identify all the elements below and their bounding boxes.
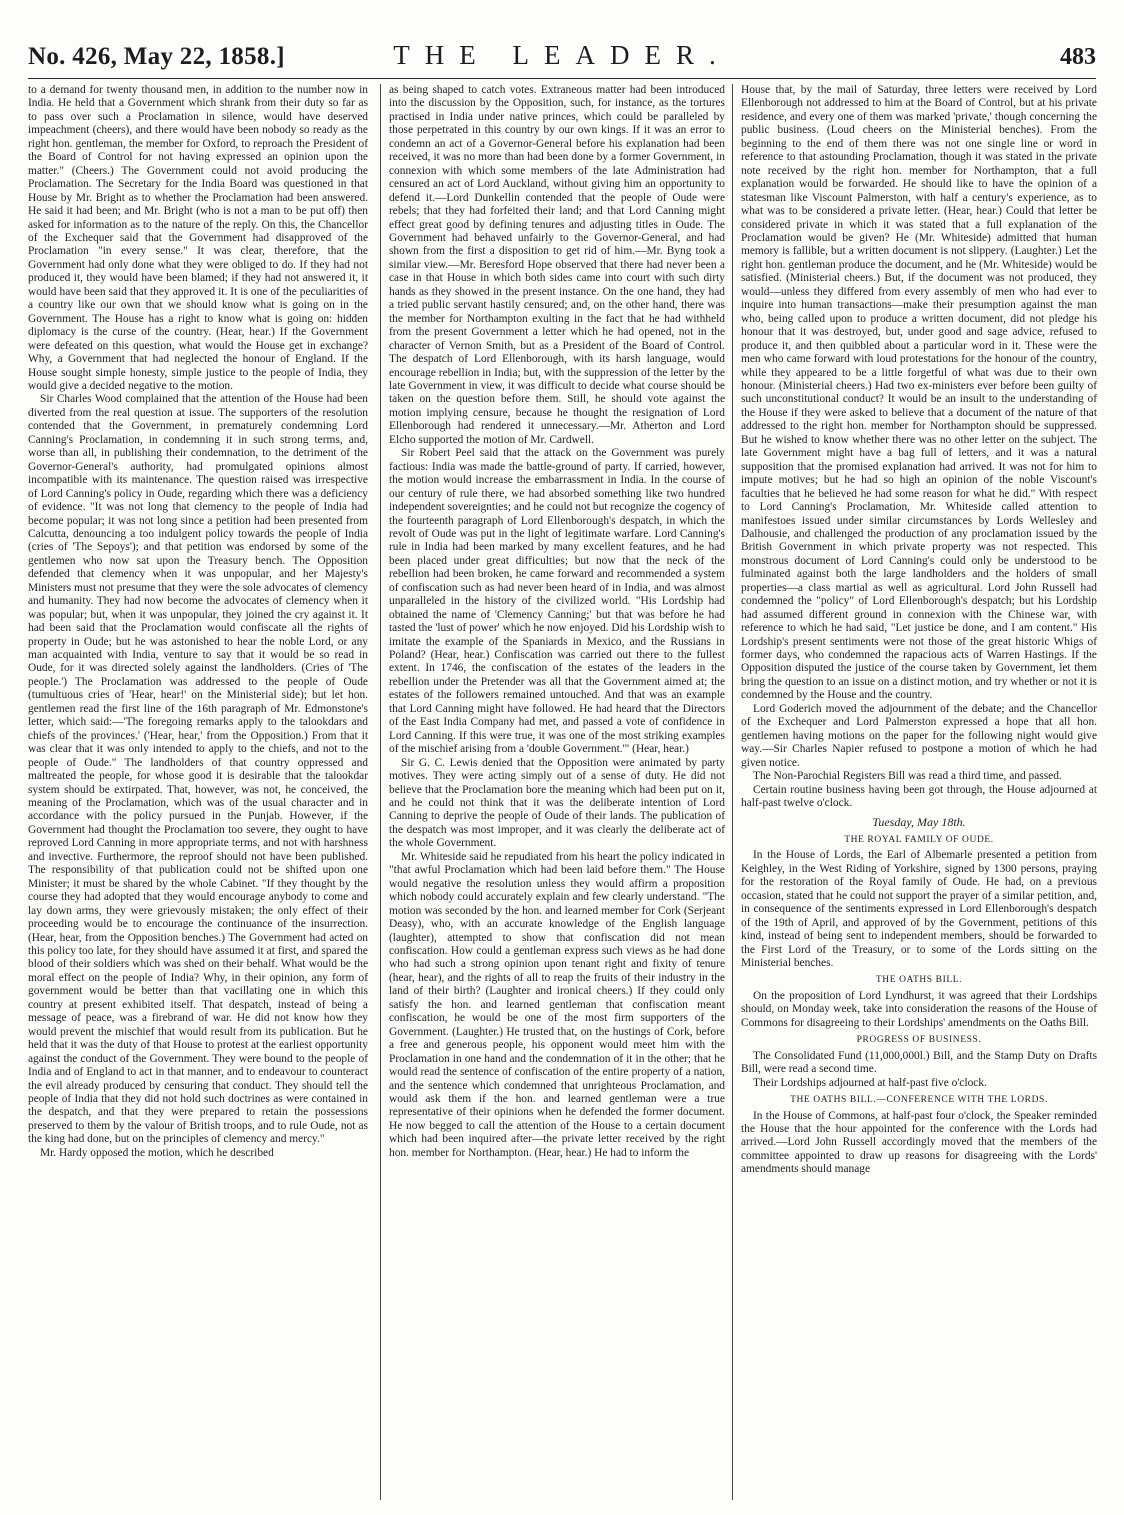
paragraph: House that, by the mail of Saturday, three letters were received by Lord Ellenborough not addressed to him at the Board of Control, but at his private residence, and every one of them was marked 'private,' though concerning the public business. (Loud cheers on the Ministerial benches). From the beginning to the end of them there was not one single line or word in reference to that astounding Proclamation, though it was stated in the private note received by the right hon. member for Northampton, that a full explanation would be forwarded. He should like to have the opinion of a statesman like Viscount Palmerston, with half a century's experience, as to what was to be considered a private letter. (Hear, hear.) Could that letter be considered private in which it was stated that a full explanation of the Proclamation would be given? He (Mr. Whiteside) admitted that human memory is fallible, but a written document is not slippery. (Laughter.) Let the right hon. gentleman produce the document, and he (Mr. Whiteside) would be satisfied. (Ministerial cheers.) But, if the document was not produced, they would—unless they differed from every assembly of men who had ever to inquire into human transactions—make their presumption against the man who, being called upon to produce a written document, did not pledge his honour that it was destroyed, but, under good and sage advice, refused to produce it, and then quibbled about a particular word in it. These were the men who came forward with loud protestations for the honour of the country, while they appeared to be a little forgetful of what was due to their own honour. (Ministerial cheers.) Had two ex-ministers ever before been guilty of such unconstitutional conduct? It would be an insult to the understanding of the House if they were asked to believe that a document of the nature of that addressed to the right hon. member for Northampton should be suppressed. But he wished to know whether there was no other letter on the subject. The late Government might have a bag full of letters, and it was a natural supposition that the promised explanation had arrived. It was not for him to impute motives; but he had so high an opinion of the noble Viscount's faculties that he believed he had some reason for what he did." With respect to Lord Canning's Proclamation, Mr. Whiteside called attention to manifestoes issued under similar circumstances by Lords Wellesley and Dalhousie, and challenged the production of any proclamation issued by the British Government in which private property was not respected. This monstrous document of Lord Canning's could only be understood to be fulminated against both the large landholders and the holders of small properties—a class martial as well as agricultural. Lord John Russell had condemned the "policy" of Lord Ellenborough's despatch; but his Lordship had assumed different ground in connexion with the Chinese war, with reference to which he had said, "Let justice be done, and I am content." His Lordship's present sentiments were not those of the great historic Whigs of former days, who condemned the rapacious acts of Warren Hastings. If the Opposition disputed the justice of the course taken by Government, let them bring the question to an issue on a distinct motion, and try whether or not it is condemned by the House and the country. bbox=[741, 84, 1097, 702]
paragraph: Their Lordships adjourned at half-past five o'clock. bbox=[753, 1076, 987, 1089]
section-heading: THE OATHS BILL. bbox=[875, 975, 963, 986]
column-3 bbox=[732, 84, 1097, 1500]
paragraph: In the House of Lords, the Earl of Albemarle presented a petition from Keighley, in the West Riding of Yorkshire, signed by 1300 persons, praying for the restoration of the Royal family of Oude. He had, on a previous occasion, stated that he could not support the prayer of a similar petition, and, in consequence of the sentiments expressed in Lord Ellenborough's despatch of the 19th of April, and approved of by the Government, petitions of this kind, instead of being sent to independent members, should be forwarded to the First Lord of the Treasury, or to some of the Lords sitting on the Ministerial benches. bbox=[741, 849, 1097, 969]
newspaper-title: THE LEADER. bbox=[393, 40, 731, 70]
section-heading: THE ROYAL FAMILY OF OUDE. bbox=[844, 834, 994, 845]
issue-info: No. 426, May 22, 1858.] bbox=[28, 43, 285, 70]
page-number: 483 bbox=[1060, 44, 1096, 70]
paragraph: Mr. Hardy opposed the motion, which he described bbox=[40, 1146, 274, 1159]
section-heading: PROGRESS OF BUSINESS. bbox=[856, 1035, 982, 1046]
paragraph: Sir Robert Peel said that the attack on the Government was purely factious: India was made the battle-ground of party. If carried, however, the motion would increase the embarrassment in India. In the course of our century of rule there, we had absorbed something like two hundred independent sovereignties; and he could not but recognize the cogency of the fourteenth paragraph of Lord Ellenborough's despatch, in which the revolt of Oude was put in the light of legitimate warfare. Lord Canning's rule in India had been marked by many excellent features, and he had been placed under great difficulties; but now that the neck of the rebellion had been broken, he came forward and recommended a system of confiscation such as had never been heard of in India, and was almost unparalleled in the history of the civilized world. "His Lordship had obtained the name of 'Clemency Canning;' but that was before he had tasted the 'lust of power' which he now enjoyed. Did his Lordship wish to imitate the example of the Spaniards in Mexico, and the Russians in Poland? (Hear, hear.) Confiscation was carried out there to the fullest extent. In 1746, the confiscation of the estates of the leaders in the rebellion under the Pretender was all that the Government aimed at; the estates of the followers remained untouched. And that was an example that Lord Canning might have followed. He had heard that the Directors of the East India Company had met, and passed a vote of confidence in Lord Canning. If this were true, it was one of the most striking examples of the mischief arising from a 'double Government.'" (Hear, hear.) bbox=[389, 447, 725, 756]
paragraph: Mr. Whiteside said he repudiated from his heart the policy indicated in "that awful Proclamation which had been laid before them." The House would negative the resolution unless they would affirm a proposition which nobody could accurately explain and few clearly understand. "The motion was seconded by the hon. and learned member for Cork (Serjeant Deasy), who, with an accurate knowledge of the English language (laughter), attempted to show that confiscation did not mean confiscation. How could a gentleman express such views as he had done who had such a strong opinion upon tenant right and fixity of tenure (hear, hear), and the rights of all to reap the fruits of their industry in the land of their birth? (Laughter and ironical cheers.) If they could only satisfy the hon. and learned gentleman that confiscation meant confiscation, he would be one of the most firm supporters of the Government. (Laughter.) He trusted that, on the hustings of Cork, before a free and generous people, his opponent would meet him with the Proclamation in one hand and the condemnation of it in the other; that he would read the sentence of confiscation of the entire property of a nation, and the sentence which condemned that unrighteous Proclamation, and would ask them if the hon. and learned gentleman were a true representative of their opinions when he defended the former document. He now begged to call the attention of the House to a certain document which had been inquired after—the private letter received by the right hon. member for Northampton. (Hear, hear.) He had to inform the bbox=[389, 850, 725, 1159]
column-2 bbox=[380, 84, 725, 1500]
paragraph: as being shaped to catch votes. Extraneous matter had been introduced into the discussion by the Opposition, such, for instance, as the tortures practised in India under native princes, which could be paralleled by those perpetrated in this country by our own kings. If it was an error to condemn an act of a Governor-General before his explanation had been received, it was no more than had been done by a former Government, in connexion with which some members of the late Administration had censured an act of Lord Auckland, without giving him an opportunity to defend it.—Lord Dunkellin contended that the people of Oude were rebels; that they had forfeited their land; and that Lord Canning might effect great good by defining tenures and adjusting titles in Oude. The Government had behaved unfairly to the Governor-General, and had shown from the first a disposition to get rid of him.—Mr. Byng took a similar view.—Mr. Beresford Hope observed that there had never been a case in that House in which both sides came into court with such dirty hands as they showed in the present instance. On the one hand, they had a tried public servant hastily censured; and, on the other hand, there was the member for Northampton exulting in the fact that he had withheld from the present Government a letter which he had opened, not in the character of Vernon Smith, but as a President of the Board of Control. The despatch of Lord Ellenborough, with its harsh language, would encourage rebellion in India; but, with the suppression of the letter by the late Government in view, it was difficult to decide what course should be taken on the question before them. Still, he should vote against the motion implying censure, because he thought the resignation of Lord Ellenborough had rendered it unnecessary.—Mr. Atherton and Lord Elcho supported the motion of Mr. Cardwell. bbox=[389, 84, 725, 446]
paragraph: The Consolidated Fund (11,000,000l.) Bill, and the Stamp Duty on Drafts Bill, were read a second time. bbox=[741, 1049, 1097, 1076]
paragraph: In the House of Commons, at half-past four o'clock, the Speaker reminded the House that the hour appointed for the conference with the Lords had arrived.—Lord John Russell accordingly moved that the members of the committee appointed to draw up reasons for disagreeing with the Lords' amendments should manage bbox=[741, 1109, 1097, 1176]
paragraph: Lord Goderich moved the adjournment of the debate; and the Chancellor of the Exchequer and Lord Palmerston expressed a hope that all hon. gentlemen having motions on the paper for the following night would give way.—Sir Charles Napier refused to postpone a motion of which he had given notice. bbox=[741, 702, 1097, 769]
text-columns bbox=[28, 84, 1096, 1500]
paragraph: The Non-Parochial Registers Bill was read a third time, and passed. bbox=[753, 770, 1062, 783]
section-heading: THE OATHS BILL.—CONFERENCE WITH THE LORDS. bbox=[790, 1095, 1048, 1106]
paragraph: Certain routine business having been got through, the House adjourned at half-past twelve o'clock. bbox=[741, 783, 1097, 810]
paragraph: Sir G. C. Lewis denied that the Opposition were animated by party motives. They were acting simply out of a sense of duty. He did not believe that the Proclamation bore the meaning which had been put on it, and he could not think that it was the deliberate intention of Lord Canning to deprive the people of Oude of their lands. The publication of the despatch was most improper, and it was clearly the deliberate act of the whole Government. bbox=[389, 756, 725, 850]
paragraph: Sir Charles Wood complained that the attention of the House had been diverted from the real question at issue. The supporters of the resolution contended that the Government, in prematurely condemning Lord Canning's Proclamation, in condemning it in such strong terms, and, worse than all, in publishing their condemnation, to the detriment of the Governor-General's authority, had promulgated opinions almost incompatible with its maintenance. The question raised was irrespective of Lord Canning's policy in Oude, regarding which there was a deficiency of evidence. "It was not long that clemency to the people of India had become popular; it was not long since a petition had been presented from Calcutta, denouncing a too indulgent policy towards the people of India (cries of 'The Sepoys'); and that petition was endorsed by some of the gentlemen who now sat upon the Treasury bench. The Opposition defended that clemency when it was unpopular, and her Majesty's Ministers must not presume that they were the sole advocates of clemency and humanity. They had now become the advocates of clemency when it was popular; but, when it was unpopular, they joined the cry against it. It had been said that the Proclamation would confiscate all the rights of property in Oude; but he was astonished to hear the noble Lord, or any man acquainted with India, venture to say that it would be so read in Oude, for it was directed solely against the landholders. (Cries of 'The people.') The Proclamation was addressed to the people of Oude (tumultuous cries of 'Hear, hear!' on the Ministerial side); but let hon. gentlemen read the first line of the 16th paragraph of Mr. Edmonstone's letter, which said:—'The foregoing remarks apply to the talookdars and chiefs of the provinces.' ('Hear, hear,' from the Opposition.) From that it was clear that it was only intended to apply to the chiefs, and not to the people of Oude." The landholders of that country oppressed and maltreated the people, for whose good it is desirable that the talookdar system should be extirpated. That, however, was not, he conceived, the meaning of the Proclamation, which was of the usual character and in accordance with the policy pursued in the Punjab. However, if the Government had thought the Proclamation too severe, they ought to have reproved Lord Canning in more appropriate terms, and not with harshness and invective. Furthermore, the reproof should not have been published. The responsibility of that publication could not be shifted upon one Minister; it must be shared by the whole Cabinet. "If they thought by the course they had adopted that they would encourage anybody to come and lay down arms, they were grievously mistaken; the only effect of their proceeding would be to encourage the continuance of the insurrection. (Hear, hear, from the Opposition benches.) The Government had acted on this policy too late, for they should have assumed it at first, and spared the blood of their soldiers which was shed on their behalf. What would be the moral effect on the people of India? Why, in their opinion, any form of government would be better than that vacillating one in which this country at present exhibited itself. That despatch, instead of being a message of peace, was a firebrand of war. He did not know how they would prevent the mischief that would result from its publication. But he held that it was the duty of that House to protest at the earliest opportunity against the conduct of the Government. They were bound to the people of India and of England to act in that manner, and to endeavour to counteract the evil already produced by censuring that conduct. They should tell the people of India that they did not hold such doctrines as were contained in the despatch, and that they were prepared to retain the possessions preserved to them by the valour of British troops, and to rule Oude, not as the king had done, but on the principles of clemency and mercy." bbox=[28, 393, 368, 1146]
date-heading: Tuesday, May 18th. bbox=[872, 815, 966, 830]
column-1 bbox=[28, 84, 368, 1500]
paragraph: to a demand for twenty thousand men, in addition to the number now in India. He held that a Government which shrank from their duty so far as to pass over such a Proclamation in silence, would have deserved impeachment (cheers), and there would have been nobody so ready as the right hon. gentleman, the member for Oxford, to reproach the President of the Board of Control for not having expressed an opinion upon the matter." (Cheers.) The Government could not avoid producing the Proclamation. The Secretary for the India Board was questioned in that House by Mr. Bright as to whether the Proclamation had been answered. He said it had been; and Mr. Bright (who is not a man to be put off) then asked for information as to the nature of the reply. On this, the Chancellor of the Exchequer said that the Government had disapproved of the Proclamation "in every sense." It was clear, therefore, that the Government had only done what they were obliged to do. If they had not produced it, they would have been blamed; if they had not answered it, it would have been said that they approved it. It is one of the peculiarities of a country like our own that we should know what is going on in the Government. The House has a right to know what is going on: hidden diplomacy is the curse of the country. (Hear, hear.) If the Government were defeated on this question, what would the House get in exchange? Why, a Government that had neglected the honour of England. If the House sought simple honesty, simple justice to the people of India, they would give a decided negative to the motion. bbox=[28, 84, 368, 392]
masthead bbox=[28, 40, 1096, 79]
paragraph: On the proposition of Lord Lyndhurst, it was agreed that their Lordships should, on Monday week, take into consideration the reasons of the House of Commons for disagreeing to their Lordships' amendments on the Oaths Bill. bbox=[741, 989, 1097, 1029]
